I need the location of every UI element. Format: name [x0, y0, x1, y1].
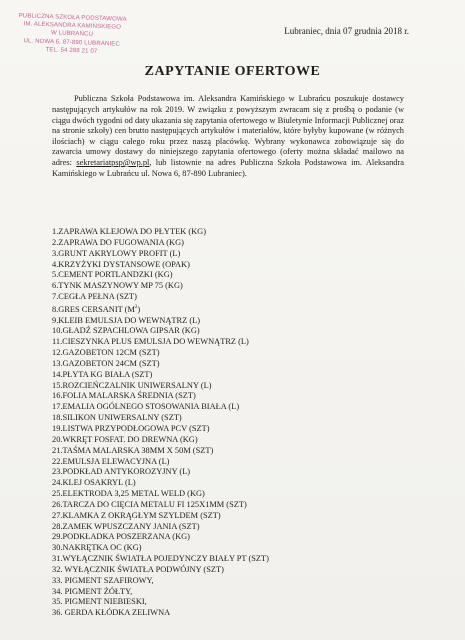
- email-link[interactable]: sekretariatpsp@wp.pl: [76, 157, 150, 167]
- item-list: [52, 227, 432, 619]
- list-item: 18.SILIKON UNIWERSALNY (SZT): [52, 413, 182, 423]
- stamp-line: IM. ALEKSANDRA KAMIŃSKIEGO: [23, 20, 122, 31]
- list-item: 1.ZAPRAWA KLEJOWA DO PŁYTEK (KG): [52, 227, 207, 236]
- list-item: 4.KRZYŻYKI DYSTANSOWE (OPAK): [52, 259, 190, 269]
- list-item-close: ): [137, 304, 141, 314]
- list-item: 31.WYŁĄCZNIK ŚWIATŁA POJEDYNCZY BIAŁY PT (SZT): [52, 554, 269, 564]
- document-title: ZAPYTANIE OFERTOWE: [144, 64, 321, 79]
- stamp-line: UL. NOWA 6, 87-890 LUBRANIEC: [23, 36, 121, 48]
- school-stamp: [17, 12, 126, 57]
- list-item: 25.ELEKTRODA 3,25 METAL WELD (KG): [52, 489, 205, 499]
- list-item: 35. PIGMENT NIEBIESKI,: [52, 597, 147, 607]
- list-item: 19.LISTWA PRZYPODŁOGOWA PCV (SZT): [52, 423, 210, 433]
- list-item: 16.FOLIA MALARSKA ŚREDNIA (SZT): [52, 391, 196, 401]
- list-item: 13.GAZOBETON 24CM (SZT): [52, 358, 160, 368]
- list-item: 12.GAZOBETON 12CM (SZT): [52, 348, 160, 358]
- list-item: 29.PODKŁADKA POSZERZANA (KG): [52, 532, 190, 542]
- list-item: 11.CIESZYNKA PLUS EMULSJA DO WEWNĄTRZ (L): [52, 337, 249, 347]
- list-item: 36. GERDA KŁÓDKA ZELIWNA: [52, 608, 171, 618]
- list-item: 6.TYNK MASZYNOWY MP 75 (KG): [52, 281, 183, 291]
- list-item: 26.TARCZA DO CIĘCIA METALU FI 125X1MM (SZT): [52, 499, 247, 509]
- list-item: 33. PIGMENT SZAFIROWY,: [52, 575, 154, 585]
- list-item: 21.TAŚMA MALARSKA 38MM X 50M (SZT): [52, 445, 214, 455]
- list-item: 30.NAKRĘTKA OC (KG): [52, 543, 142, 553]
- intro-text-part2: , lub listownie na adres Publiczna Szkoła Podstawowa im. Aleksandra Kamińskiego w Lubrańcu ul. Nowa 6, 87-890 Lubraniec).: [52, 157, 405, 178]
- list-item: 9.KLEIB EMULSJA DO WEWNĄTRZ (L): [52, 315, 201, 325]
- list-item: 22.EMULSJA ELEWACYJNA (L): [52, 456, 170, 466]
- intro-text-part1: Publiczna Szkoła Podstawowa im. Aleksandra Kamińskiego w Lubrańcu poszukuje dostawcy następujących artykułów na rok 2019. W związku z powyższym zwracam się z prośbą o podanie (w ciągu dwóch tygodni od daty ukazania się zapytania ofertowego w Biuletynie Informacji Publicznej oraz na stronie szkoły) cen brutto następujących artykułów i materiałów, które byłyby kupowane (w różnych ilościach) w ciągu całego roku przez naszą placówkę. Wybrany wykonawca zobowiązuje się do zawarcia umowy dostawy do niniejszego zapytania ofertowego (oferty można składać mailowo na adres:: [52, 94, 404, 167]
- list-item: 24.KLEJ OSAKRYL (L): [52, 478, 136, 488]
- list-item: 23.PODKŁAD ANTYKOROZYJNY (L): [52, 467, 191, 477]
- list-item: 3.GRUNT AKRYLOWY PROFIT (L): [52, 248, 181, 258]
- list-item: 2.ZAPRAWA DO FUGOWANIA (KG): [52, 237, 184, 247]
- list-item: 27.KLAMKA Z OKRĄGŁYM SZYLDEM (SZT): [52, 510, 221, 520]
- list-item: 5.CEMENT PORTLANDZKI (KG): [52, 270, 173, 280]
- list-item: 15.ROZCIEŃCZALNIK UNIWERSALNY (L): [52, 380, 212, 390]
- document-date: Lubraniec, dnia 07 grudnia 2018 r.: [284, 26, 409, 36]
- stamp-line: TEL. 54 288 21 07: [45, 45, 98, 55]
- list-item: 20.WKRĘT FOSFAT. DO DREWNA (KG): [52, 434, 198, 444]
- superscript: 2: [134, 304, 138, 310]
- list-item-text: 8.GRES CERSANIT (M: [52, 304, 135, 314]
- list-item: 32. WYŁĄCZNIK ŚWIATŁA PODWÓJNY (SZT): [52, 564, 224, 574]
- list-item: [52, 303, 432, 316]
- list-item: 7.CEGŁA PEŁNA (SZT): [52, 292, 137, 302]
- list-item: 14.PŁYTA KG BIAŁA (SZT): [52, 369, 153, 379]
- stamp-line: PUBLICZNA SZKOŁA PODSTAWOWA: [18, 12, 127, 23]
- list-item: 28.ZAMEK WPUSZCZANY JANIA (SZT): [52, 521, 200, 531]
- list-item: 34. PIGMENT ŻÓŁTY,: [52, 586, 133, 596]
- list-item: 10.GŁADŹ SZPACHLOWA GIPSAR (KG): [52, 326, 200, 336]
- list-item: 17.EMALIA OGÓLNEGO STOSOWANIA BIAŁA (L): [52, 402, 240, 412]
- stamp-line: W LUBRAŃCU: [50, 29, 94, 39]
- intro-paragraph: [52, 94, 404, 179]
